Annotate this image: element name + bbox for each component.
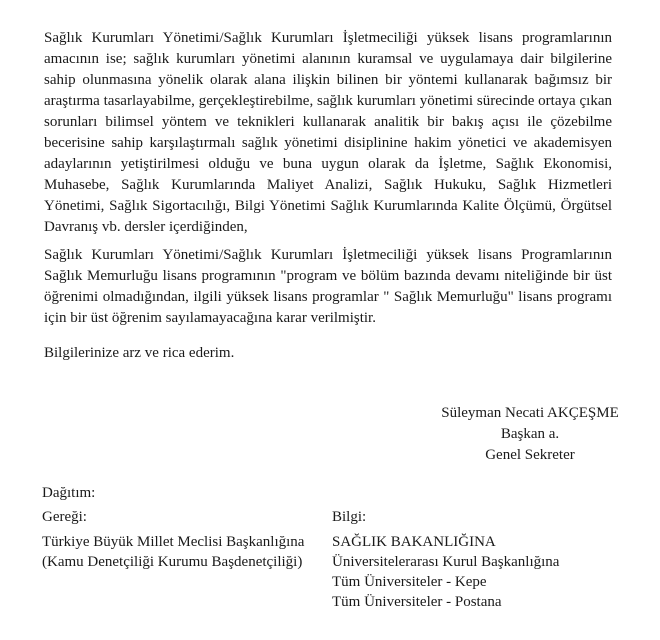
paragraph-line: amacının ise; sağlık kurumları yönetimi alanının kuramsal ve uygulamaya dair bilgilerine [44,51,612,67]
paragraph-line: becerisine sahip karşılaştırmalı sağlık yönetimi disiplinine hakim yönetici ve akademisyen [44,135,612,151]
distribution-section [42,482,622,610]
paragraph-line: Sağlık Memurluğu lisans programının "program ve bölüm bazında devamı niteliğinde bir üst [44,268,612,284]
body-paragraph-2 [44,245,612,329]
recipient-item: SAĞLIK BAKANLIĞINA [332,534,496,550]
action-heading: Gereği: [42,509,87,525]
paragraph-line: sorunları bilimsel yöntem ve teknikleri kullanarak analitik bir bakış açısı ile çözebilme [44,114,612,130]
recipient-item: Türkiye Büyük Millet Meclisi Başkanlığına [42,534,305,550]
signatory-name: Süleyman Necati AKÇEŞME [441,405,619,421]
paragraph-line: Sağlık Kurumları Yönetimi/Sağlık Kurumları İşletmeciliği yüksek lisans programlarının [44,30,612,46]
paragraph-line: için bir üst öğrenim sayılamayacağına karar verilmiştir. [44,310,376,326]
closing-line: Bilgilerinize arz ve rica ederim. [44,345,235,361]
paragraph-line: Davranış vb. dersler içerdiğinden, [44,219,248,235]
paragraph-line: Yönetimi, Sağlık Sigortacılığı, Bilgi Yönetimi Sağlık Kurumlarında Kalite Ölçümü, Örgütsel [44,198,612,214]
paragraph-line: adaylarının yetiştirilmesi olduğu ve buna uygun olarak da İşletme, Sağlık Ekonomisi, [44,156,612,172]
paragraph-line: Muhasebe, Sağlık Kurumlarında Maliyet Analizi, Sağlık Hukuku, Sağlık Hizmetleri [44,177,612,193]
paragraph-line: sahip olunmasına yönelik olarak alana ilişkin bilinen bir yöntemi kullanarak bağımsız bir [44,72,612,88]
paragraph-line: araştırma tasarlayabilme, gerçekleştirebilme, sağlık kurumları yönetimi sürecinde ortaya çıkan [44,93,612,109]
info-heading: Bilgi: [332,509,367,525]
paragraph-line: Sağlık Kurumları Yönetimi/Sağlık Kurumları İşletmeciliği yüksek lisans Programlarının [44,247,612,263]
signature-block [420,403,640,466]
recipient-item: Üniversitelerarası Kurul Başkanlığına [332,554,560,570]
recipient-item: Tüm Üniversiteler - Postana [332,594,502,610]
recipient-item: (Kamu Denetçiliği Kurumu Başdenetçiliği) [42,554,303,570]
body-paragraph-1 [44,28,612,238]
recipient-item: Tüm Üniversiteler - Kepe [332,574,487,590]
info-recipients [332,506,559,612]
distribution-title: Dağıtım: [42,485,96,501]
signatory-role: Başkan a. [500,426,560,442]
paragraph-line: öğrenimi olmadığından, ilgili yüksek lisans programlar " Sağlık Memurluğu" lisans programı [44,289,612,305]
action-recipients [42,506,304,572]
signatory-title: Genel Sekreter [485,447,575,463]
